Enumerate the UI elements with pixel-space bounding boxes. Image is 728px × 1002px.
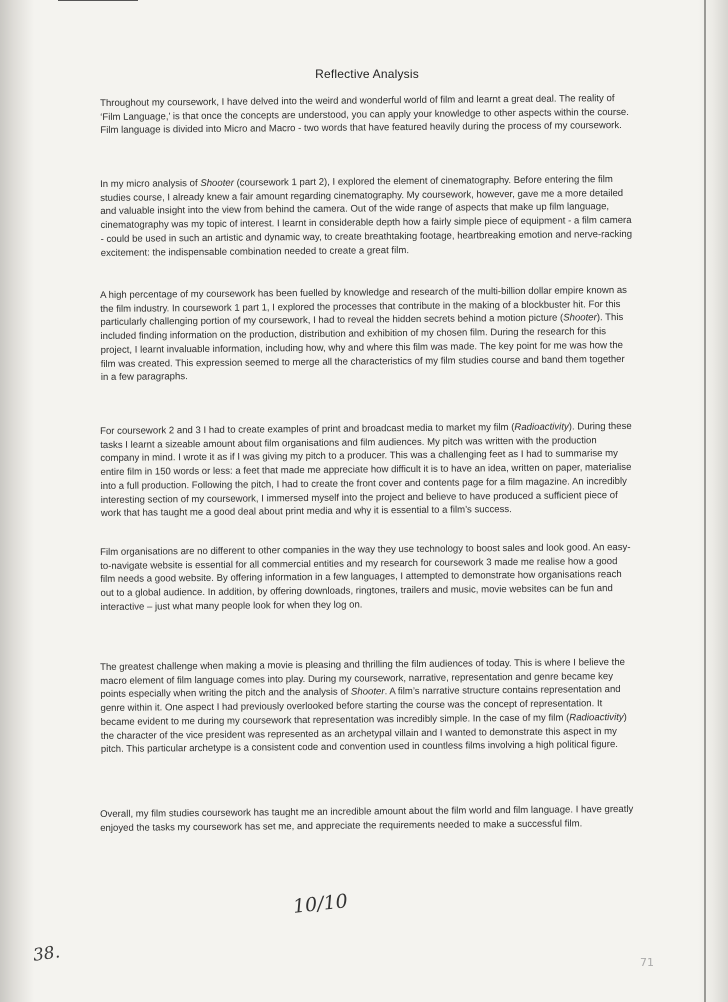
italic-title: Radioactivity xyxy=(569,711,624,724)
italic-title: Shooter xyxy=(200,177,234,190)
paragraph-film-industry: A high percentage of my coursework has been fuelled by knowledge and research of the multi-billion dollar empire known as the film industry. In coursework 1 part 1, I explored the processes that contribute in the making of a blockbuster hit. For this particularly challenging portion of my coursework, I had to reveal the hidden secrets behind a motion picture (Shooter). This included finding information on the production, distribution and exhibition of my chosen film. During the research for this project, I learnt invaluable information, including how, why and where this film was made. The key point for me was how the film was created. This expression seemed to merge all the characteristics of my film studies course and band them together in a few paragraphs. xyxy=(100,284,627,384)
italic-title: Shooter xyxy=(563,312,597,324)
paragraph-print-media: For coursework 2 and 3 I had to create examples of print and broadcast media to market my film (Radioactivity). During these tasks I learnt a sizeable amount about film organisations and film audiences. My pitch was written with the production company in mind. I wrote it as if I was giving my pitch to a producer. This was a challenging feet as I had to summarise my entire film in 150 words or less: a feet that made me appreciate how difficult it is to have an idea, written on paper, materialise into a full production. Following the pitch, I had to create the front cover and contents page for a film magazine. An incredibly interesting section of my coursework, I immersed myself into the project and believe to have produced a sufficient piece of work that has taught me a good deal about print media and why it is essential to a film’s success. xyxy=(100,420,632,520)
paragraph-micro-analysis: In my micro analysis of Shooter (coursework 1 part 2), I explored the element of cinematography. Before entering the film studies course, I already knew a fair amount regarding cinematography. My coursework, however, gave me a more detailed and valuable insight into the view from behind the camera. Out of the wide range of aspects that make up film language, cinematography was my topic of interest. I learnt in considerable depth how a fairly simple piece of equipment - a film camera - could be used in such an artistic and dynamic way, to create breathtaking footage, heartbreaking emotion and nerve-racking excitement: the indispensable combination needed to create a great film. xyxy=(100,174,633,259)
paragraph-conclusion: Overall, my film studies coursework has taught me an incredible amount about the film world and film language. I have greatly enjoyed the tasks my coursework has set me, and appreciate the requirements needed to make a successful film. xyxy=(100,803,634,834)
scan-page-edge xyxy=(704,0,706,1002)
scan-shadow-left xyxy=(0,0,34,1002)
document-title: Reflective Analysis xyxy=(315,67,419,81)
scan-shadow-right xyxy=(698,0,728,1002)
page-number: 71 xyxy=(640,956,654,969)
paragraph-macro-element: The greatest challenge when making a movie is pleasing and thrilling the film audiences of today. This is where I believe the macro element of film language comes into play. During my coursework, narrative, representation and genre became key points especially when writing the pitch and the analysis of Shooter. A film’s narrative structure contains representation and genre within it. One aspect I had previously overlooked before starting the course was the concept of representation. It became evident to me during my coursework that representation was incredibly simple. In the case of my film (Radioactivity) the character of the vice president was represented as an archetypal villain and I wanted to demonstrate this aspect in my pitch. This particular archetype is a consistent code and convention used in countless films involving a high political figure. xyxy=(100,656,627,756)
handwritten-grade: 10/10 xyxy=(292,890,349,918)
document-page xyxy=(100,0,634,1002)
handwritten-page-note: 38. xyxy=(31,942,62,966)
italic-title: Shooter xyxy=(350,686,385,698)
italic-title: Radioactivity xyxy=(514,421,569,434)
paragraph-websites: Film organisations are no different to other companies in the way they use technology to boost sales and look good. An easy-to-navigate website is essential for all commercial entities and my research for coursework 3 made me realise how a good film needs a good website. By offering information in a few languages, I attempted to demonstrate how organisations reach out to a global audience. In addition, by offering downloads, ringtones, trailers and music, movie websites can be fun and interactive – just what many people look for when they log on. xyxy=(100,541,631,613)
paragraph-intro: Throughout my coursework, I have delved into the weird and wonderful world of film and learnt a great deal. The reality of ‘Film Language,’ is that once the concepts are understood, you can apply your knowledge to other aspects within the course. Film language is divided into Micro and Macro - two words that have featured heavily during the process of my coursework. xyxy=(100,93,629,137)
